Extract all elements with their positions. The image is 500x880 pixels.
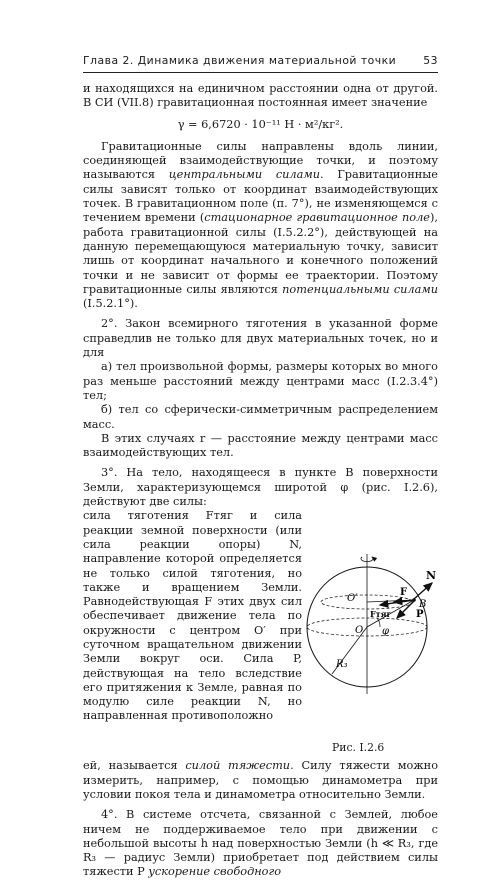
term-stationary-field: стационарное гравитационное поле	[204, 211, 430, 225]
label-R3: R₃	[336, 659, 348, 671]
chapter-title: Глава 2. Динамика движения материальной точки	[83, 54, 397, 67]
gravitational-constant-formula: γ = 6,6720 · 10⁻¹¹ Н · м²/кг².	[177, 117, 344, 131]
label-O: O	[355, 625, 364, 637]
paragraph-3-gravity: ей, называется силой тяжести. Силу тяжести можно измерить, например, с помощью динамометра при условии покоя тела и динамометра относительно Земли.	[83, 759, 439, 801]
page-header	[83, 54, 438, 67]
label-B: B	[419, 599, 427, 611]
figure-caption: Рис. I.2.6	[332, 741, 385, 755]
term-gravity-force: силой тяжести	[185, 759, 291, 773]
list-item-a: а) тел произвольной формы, размеры которых во много раз меньше расстояний между центрами масс (I.2.3.4°) тел;	[83, 360, 438, 402]
page-number: 53	[423, 54, 438, 67]
earth-diagram	[302, 509, 438, 739]
term-free-fall-acceleration: ускорение свободного	[148, 865, 281, 879]
label-F-tyag: Fтяг	[370, 609, 392, 620]
paragraph-3-intro: 3°. На тело, находящееся в пункте B поверхности Земли, характеризующемся широтой φ (рис. I.2.6), действуют две силы:	[83, 466, 438, 509]
label-N: N	[426, 569, 437, 583]
list-item-b: б) тел со сферически-симметричным распределением масс.	[83, 403, 438, 431]
paragraph-2-note: В этих случаях r — расстояние между центрами масс взаимодействующих тел.	[83, 431, 438, 460]
label-O-prime: O′	[347, 593, 358, 605]
vector-P	[397, 601, 414, 618]
term-central-forces: центральными силами	[168, 168, 320, 182]
term-potential-forces: потенциальными силами	[282, 282, 439, 296]
paragraph-central-forces: Гравитационные силы направлены вдоль линии, соединяющей взаимодействующие точки, и поэтому называются центральными силами. Гравитационные силы зависят только от координат взаимодействующих точек. В гравитационном поле (п. 7°), не изменяющемся с течением времени (стационарное гравитационное поле), работа гравитационной силы (I.5.2.2°), действующей на данную перемещающуюся материальную точку, зависит лишь от координат начального и конечного положений точки и не зависит от формы ее траектории. Поэтому гравитационные силы являются потенциальными силами (I.5.2.1°).	[83, 139, 439, 311]
paragraph-4: 4°. В системе отсчета, связанной с Землей, любое ничем не поддерживаемое тело при движении с небольшой высоты h над поверхностью Земли (h ≪ R₃, где R₃ — радиус Земли) приобретает под действием силы тяжести P ускорение свободного	[83, 808, 438, 879]
point-B	[412, 599, 416, 603]
vector-N	[414, 583, 432, 599]
label-P: P	[416, 609, 424, 621]
figure-earth-forces	[302, 509, 438, 759]
paragraph-2-law: 2°. Закон всемирного тяготения в указанной форме справедлив не только для двух материальных точек, но и для	[83, 317, 438, 360]
header-rule	[83, 72, 438, 73]
figure-row	[83, 509, 438, 759]
paragraph-3-forces: сила тяготения Fтяг и сила реакции земной поверхности (или сила реакции опоры) N, направление которой определяется не только силой тяготения, но также и вращением Земли. Равнодействующая F этих двух сил обеспечивает движение тела по окружности с центром O′ при суточном вращательном движении Земли вокруг оси. Сила P, действующая на тело вследствие его притяжения к Земле, равная по модулю силе реакции N, но направленная противоположно	[83, 509, 302, 723]
label-F: F	[400, 587, 408, 599]
label-phi: φ	[382, 626, 390, 638]
page-body	[83, 82, 438, 880]
paragraph-1: и находящихся на единичном расстоянии одна от другой. В СИ (VII.8) гравитационная постоянная имеет значение	[83, 82, 438, 110]
